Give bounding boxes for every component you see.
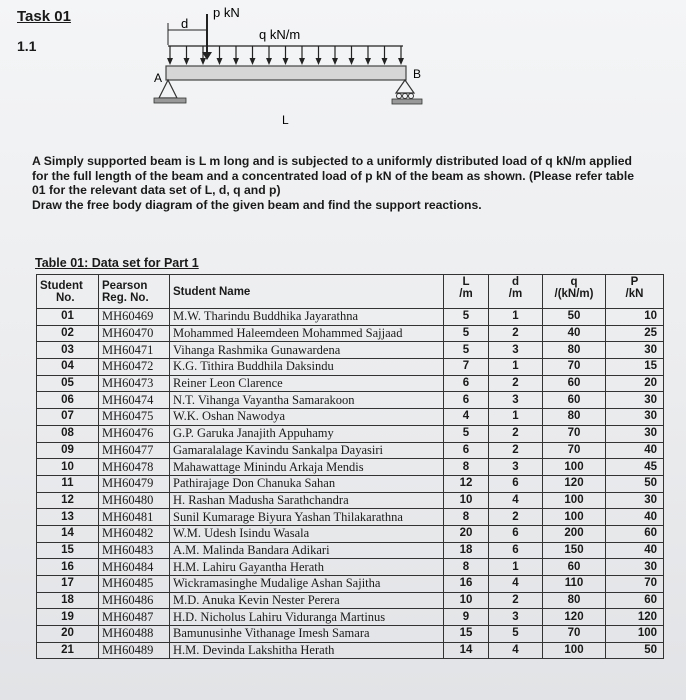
table-row (37, 492, 664, 509)
problem-statement (32, 154, 662, 212)
udl-arrowhead (200, 58, 206, 65)
cell-p: 30 (606, 425, 664, 442)
cell-p: 30 (606, 409, 664, 426)
cell-q: 120 (543, 609, 606, 626)
cell-d: 3 (489, 392, 543, 409)
cell-no: 01 (37, 309, 99, 326)
table-caption: Table 01: Data set for Part 1 (35, 256, 199, 270)
cell-p: 45 (606, 459, 664, 476)
cell-no: 21 (37, 642, 99, 659)
cell-d: 1 (489, 309, 543, 326)
cell-name: W.M. Udesh Isindu Wasala (170, 525, 444, 542)
cell-reg: MH60485 (99, 576, 170, 593)
table-row (37, 375, 664, 392)
cell-q: 100 (543, 459, 606, 476)
udl-arrowhead (349, 58, 355, 65)
header-student-no: Student No. (37, 275, 99, 309)
cell-reg: MH60488 (99, 626, 170, 643)
beam-diagram (0, 0, 686, 150)
cell-p: 30 (606, 392, 664, 409)
cell-q: 100 (543, 642, 606, 659)
udl-arrowhead (316, 58, 322, 65)
cell-l: 9 (444, 609, 489, 626)
cell-name: Pathirajage Don Chanuka Sahan (170, 475, 444, 492)
cell-d: 3 (489, 609, 543, 626)
cell-reg: MH60476 (99, 425, 170, 442)
udl-arrowhead (332, 58, 338, 65)
udl-label: q kN/m (259, 27, 301, 42)
table-row (37, 576, 664, 593)
header-l: L /m (444, 275, 489, 309)
data-table (36, 274, 664, 659)
cell-reg: MH60480 (99, 492, 170, 509)
cell-p: 10 (606, 309, 664, 326)
cell-d: 6 (489, 542, 543, 559)
udl-arrowhead (167, 58, 173, 65)
support-a-label: A (154, 71, 163, 85)
cell-d: 2 (489, 509, 543, 526)
cell-q: 70 (543, 626, 606, 643)
udl-arrowhead (283, 58, 289, 65)
cell-reg: MH60475 (99, 409, 170, 426)
cell-no: 04 (37, 359, 99, 376)
cell-l: 6 (444, 392, 489, 409)
table-row (37, 509, 664, 526)
table-row (37, 342, 664, 359)
table-row (37, 359, 664, 376)
cell-p: 60 (606, 592, 664, 609)
table-row (37, 642, 664, 659)
cell-q: 100 (543, 509, 606, 526)
cell-reg: MH60481 (99, 509, 170, 526)
cell-name: K.G. Tithira Buddhila Daksindu (170, 359, 444, 376)
cell-name: Gamaralalage Kavindu Sankalpa Dayasiri (170, 442, 444, 459)
cell-q: 200 (543, 525, 606, 542)
cell-l: 15 (444, 626, 489, 643)
cell-reg: MH60474 (99, 392, 170, 409)
cell-p: 30 (606, 342, 664, 359)
cell-l: 8 (444, 459, 489, 476)
cell-l: 8 (444, 509, 489, 526)
cell-l: 10 (444, 592, 489, 609)
header-q: q /(kN/m) (543, 275, 606, 309)
cell-name: A.M. Malinda Bandara Adikari (170, 542, 444, 559)
table-row (37, 475, 664, 492)
cell-reg: MH60483 (99, 542, 170, 559)
cell-l: 14 (444, 642, 489, 659)
cell-d: 4 (489, 492, 543, 509)
cell-p: 15 (606, 359, 664, 376)
roller-wheel (403, 94, 408, 99)
udl-arrowhead (398, 58, 404, 65)
cell-q: 70 (543, 442, 606, 459)
problem-line: for the full length of the beam and a concentrated load of p kN of the beam as shown. (Please refer table (32, 168, 635, 183)
cell-p: 50 (606, 475, 664, 492)
cell-no: 02 (37, 325, 99, 342)
cell-d: 1 (489, 409, 543, 426)
table-header-row (37, 275, 664, 309)
table-row (37, 425, 664, 442)
cell-l: 12 (444, 475, 489, 492)
cell-p: 50 (606, 642, 664, 659)
task-title: Task 01 (17, 8, 71, 25)
cell-p: 20 (606, 375, 664, 392)
cell-name: M.W. Tharindu Buddhika Jayarathna (170, 309, 444, 326)
cell-d: 6 (489, 525, 543, 542)
support-b-label: B (413, 67, 422, 81)
cell-reg: MH60482 (99, 525, 170, 542)
cell-no: 19 (37, 609, 99, 626)
cell-d: 1 (489, 559, 543, 576)
header-student-name: Student Name (170, 275, 444, 309)
cell-p: 60 (606, 525, 664, 542)
table-row (37, 309, 664, 326)
cell-no: 08 (37, 425, 99, 442)
cell-name: H.D. Nicholus Lahiru Viduranga Martinus (170, 609, 444, 626)
cell-q: 60 (543, 375, 606, 392)
cell-no: 07 (37, 409, 99, 426)
cell-l: 5 (444, 425, 489, 442)
span-label: L (282, 113, 289, 127)
cell-name: Wickramasinghe Mudalige Ashan Sajitha (170, 576, 444, 593)
table-row (37, 559, 664, 576)
cell-no: 05 (37, 375, 99, 392)
point-load-label: p kN (213, 5, 240, 20)
cell-q: 80 (543, 592, 606, 609)
cell-name: Vihanga Rashmika Gunawardena (170, 342, 444, 359)
table-row (37, 525, 664, 542)
cell-name: W.K. Oshan Nawodya (170, 409, 444, 426)
cell-no: 13 (37, 509, 99, 526)
cell-no: 09 (37, 442, 99, 459)
header-reg-no: Pearson Reg. No. (99, 275, 170, 309)
cell-l: 5 (444, 309, 489, 326)
table-row (37, 392, 664, 409)
cell-d: 3 (489, 459, 543, 476)
udl-arrowhead (299, 58, 305, 65)
cell-name: H. Rashan Madusha Sarathchandra (170, 492, 444, 509)
problem-line: A Simply supported beam is L m long and is subjected to a uniformly distributed load of q kN/m applied (32, 154, 632, 168)
cell-name: Bamunusinhe Vithanage Imesh Samara (170, 626, 444, 643)
udl-arrowhead (382, 58, 388, 65)
cell-reg: MH60477 (99, 442, 170, 459)
cell-no: 03 (37, 342, 99, 359)
cell-d: 2 (489, 442, 543, 459)
cell-l: 6 (444, 442, 489, 459)
cell-d: 1 (489, 359, 543, 376)
roller-support-b (396, 80, 414, 93)
cell-l: 10 (444, 492, 489, 509)
cell-l: 7 (444, 359, 489, 376)
cell-name: Mohammed Haleemdeen Mohammed Sajjaad (170, 325, 444, 342)
cell-d: 2 (489, 592, 543, 609)
cell-name: G.P. Garuka Janajith Appuhamy (170, 425, 444, 442)
cell-reg: MH60479 (99, 475, 170, 492)
cell-q: 100 (543, 492, 606, 509)
table-row (37, 626, 664, 643)
cell-name: Mahawattage Minindu Arkaja Mendis (170, 459, 444, 476)
table-row (37, 592, 664, 609)
cell-l: 18 (444, 542, 489, 559)
cell-q: 120 (543, 475, 606, 492)
cell-no: 12 (37, 492, 99, 509)
cell-reg: MH60469 (99, 309, 170, 326)
cell-q: 110 (543, 576, 606, 593)
udl-arrowhead (217, 58, 223, 65)
cell-q: 80 (543, 342, 606, 359)
cell-d: 6 (489, 475, 543, 492)
cell-no: 17 (37, 576, 99, 593)
cell-no: 16 (37, 559, 99, 576)
cell-reg: MH60471 (99, 342, 170, 359)
table-row (37, 325, 664, 342)
cell-l: 6 (444, 375, 489, 392)
ground-b (392, 99, 422, 104)
cell-name: Reiner Leon Clarence (170, 375, 444, 392)
cell-p: 40 (606, 542, 664, 559)
ground-a (154, 98, 186, 103)
cell-no: 11 (37, 475, 99, 492)
cell-q: 150 (543, 542, 606, 559)
cell-q: 70 (543, 359, 606, 376)
cell-l: 16 (444, 576, 489, 593)
cell-l: 4 (444, 409, 489, 426)
cell-p: 25 (606, 325, 664, 342)
udl-arrows (167, 46, 404, 65)
cell-reg: MH60472 (99, 359, 170, 376)
cell-l: 5 (444, 342, 489, 359)
cell-d: 2 (489, 375, 543, 392)
cell-p: 100 (606, 626, 664, 643)
header-p: P /kN (606, 275, 664, 309)
cell-d: 3 (489, 342, 543, 359)
cell-name: M.D. Anuka Kevin Nester Perera (170, 592, 444, 609)
problem-line: Draw the free body diagram of the given beam and find the support reactions. (32, 197, 482, 212)
cell-name: H.M. Lahiru Gayantha Herath (170, 559, 444, 576)
cell-q: 70 (543, 425, 606, 442)
cell-reg: MH60470 (99, 325, 170, 342)
cell-no: 06 (37, 392, 99, 409)
cell-d: 4 (489, 576, 543, 593)
cell-reg: MH60486 (99, 592, 170, 609)
roller-wheel (397, 94, 402, 99)
cell-p: 30 (606, 492, 664, 509)
cell-q: 40 (543, 325, 606, 342)
cell-no: 10 (37, 459, 99, 476)
table-row (37, 542, 664, 559)
cell-d: 4 (489, 642, 543, 659)
cell-q: 80 (543, 409, 606, 426)
cell-reg: MH60478 (99, 459, 170, 476)
cell-q: 60 (543, 559, 606, 576)
problem-line: 01 for the relevant data set of L, d, q and p) (32, 183, 281, 198)
udl-arrowhead (266, 58, 272, 65)
cell-reg: MH60487 (99, 609, 170, 626)
table-row (37, 442, 664, 459)
dimension-d-label: d (181, 16, 189, 31)
cell-reg: MH60484 (99, 559, 170, 576)
cell-d: 2 (489, 325, 543, 342)
header-d: d /m (489, 275, 543, 309)
cell-name: Sunil Kumarage Biyura Yashan Thilakarathna (170, 509, 444, 526)
cell-q: 60 (543, 392, 606, 409)
cell-no: 15 (37, 542, 99, 559)
udl-arrowhead (365, 58, 371, 65)
cell-no: 14 (37, 525, 99, 542)
cell-reg: MH60473 (99, 375, 170, 392)
table-row (37, 459, 664, 476)
cell-p: 40 (606, 509, 664, 526)
cell-l: 20 (444, 525, 489, 542)
cell-d: 2 (489, 425, 543, 442)
table-row (37, 409, 664, 426)
udl-arrowhead (250, 58, 256, 65)
cell-p: 120 (606, 609, 664, 626)
beam (166, 66, 406, 80)
cell-no: 20 (37, 626, 99, 643)
udl-arrowhead (233, 58, 239, 65)
udl-arrowhead (184, 58, 190, 65)
cell-p: 30 (606, 559, 664, 576)
cell-d: 5 (489, 626, 543, 643)
cell-l: 8 (444, 559, 489, 576)
table-row (37, 609, 664, 626)
cell-no: 18 (37, 592, 99, 609)
section-number: 1.1 (17, 38, 37, 54)
cell-q: 50 (543, 309, 606, 326)
cell-name: N.T. Vihanga Vayantha Samarakoon (170, 392, 444, 409)
cell-l: 5 (444, 325, 489, 342)
roller-wheel (409, 94, 414, 99)
cell-p: 40 (606, 442, 664, 459)
cell-name: H.M. Devinda Lakshitha Herath (170, 642, 444, 659)
cell-reg: MH60489 (99, 642, 170, 659)
cell-p: 70 (606, 576, 664, 593)
